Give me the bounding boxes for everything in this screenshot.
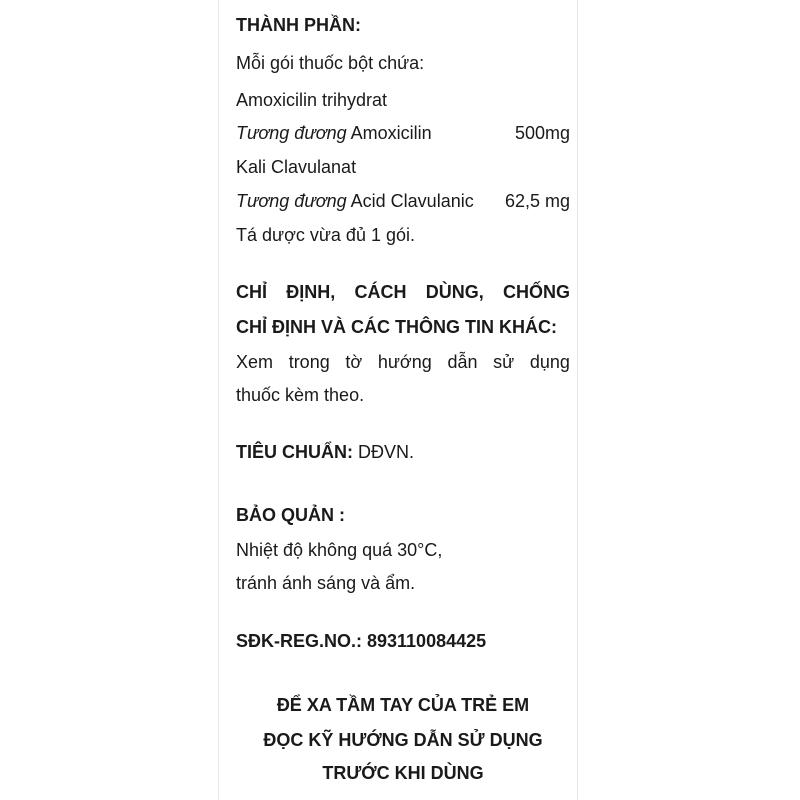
equivalent-clavulanic-label	[236, 189, 474, 213]
body-word: dẫn	[447, 352, 478, 372]
heading-word: CHỐNG	[503, 282, 570, 302]
equivalent-amount: 500mg	[514, 123, 570, 143]
storage-heading: BẢO QUẢN :	[236, 505, 345, 525]
heading-word: CHỈ	[236, 282, 267, 302]
body-word: tờ	[345, 352, 363, 372]
storage-line-2: tránh ánh sáng và ẩm.	[236, 573, 416, 593]
warning-keep-away: ĐỂ XA TẦM TAY CỦA TRẺ EM	[276, 695, 530, 715]
heading-word: DÙNG,	[425, 282, 484, 302]
indications-body-line-2: thuốc kèm theo.	[236, 385, 365, 405]
equivalent-prefix: Tương đương	[236, 191, 347, 211]
indications-heading-line-2: CHỈ ĐỊNH VÀ CÁC THÔNG TIN KHÁC:	[236, 317, 557, 337]
body-word: dụng	[529, 352, 570, 372]
equivalent-clavulanic-row	[236, 189, 570, 213]
standard-label: TIÊU CHUẨN:	[236, 442, 353, 462]
equivalent-amount: 62,5 mg	[504, 191, 570, 211]
excipient-line: Tá dược vừa đủ 1 gói.	[236, 225, 415, 245]
equivalent-name: Acid Clavulanic	[350, 191, 474, 211]
equivalent-prefix: Tương đương	[236, 123, 347, 143]
standard-value: DĐVN.	[358, 442, 415, 462]
composition-intro: Mỗi gói thuốc bột chứa:	[236, 53, 425, 73]
indications-heading-line-1	[236, 280, 570, 304]
indications-body-line-1	[236, 350, 570, 374]
storage-line-1: Nhiệt độ không quá 30°C,	[236, 540, 443, 560]
body-word: trong	[288, 352, 330, 372]
heading-word: ĐỊNH,	[286, 282, 336, 302]
composition-heading: THÀNH PHẦN:	[236, 15, 361, 35]
registration-number: SĐK-REG.NO.: 893110084425	[236, 631, 487, 651]
standard-line	[236, 440, 570, 464]
body-word: hướng	[377, 352, 432, 372]
ingredient-kali-clavulanat: Kali Clavulanat	[236, 157, 357, 177]
equivalent-amoxicilin-label	[236, 121, 432, 145]
equivalent-amoxicilin-row	[236, 121, 570, 145]
body-word: sử	[493, 352, 515, 372]
ingredient-amoxicilin-trihydrat: Amoxicilin trihydrat	[236, 90, 388, 110]
warning-read-instructions: ĐỌC KỸ HƯỚNG DẪN SỬ DỤNG	[263, 730, 543, 750]
heading-word: CÁCH	[354, 282, 407, 302]
warning-before-use: TRƯỚC KHI DÙNG	[322, 763, 484, 783]
equivalent-name: Amoxicilin	[350, 123, 432, 143]
body-word: Xem	[236, 352, 274, 372]
